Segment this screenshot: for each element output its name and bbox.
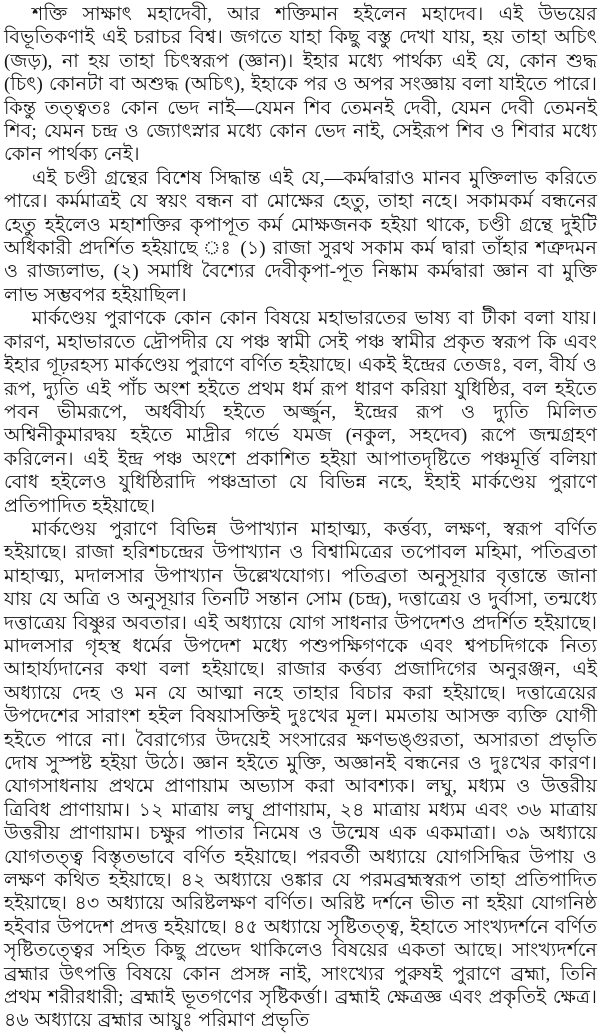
- paragraph-shakti-mahadevi: শক্তি সাক্ষাৎ মহাদেবী, আর শক্তিমান হইলেন মহাদেব। এই উভয়ের বিভূতিকণাই এই চরাচর বিশ্ব। জগতে যাহা কিছু বস্তু দেখা যায়, হয় তাহা অচিৎ (জড়), না হয় তাহা চিৎস্বরূপ (জ্ঞান)। ইহার মধ্যে পার্থক্য এই যে, কোন শুদ্ধ (চিৎ) কোনটা বা অশুদ্ধ (অচিৎ), ইহাকে পর ও অপর সংজ্ঞায় বলা যাইতে পারে। কিন্তু তত্ত্বতঃ কোন ভেদ নাই—যেমন শিব তেমনই দেবী, যেমন দেবী তেমনই শিব; যেমন চন্দ্র ও জ্যোৎস্নার মধ্যে কোন ভেদ নাই, সেইরূপ শিব ও শিবার মধ্যে কোন পার্থক্য নেই।: [4, 4, 597, 166]
- paragraph-chandi-siddhanta: এই চণ্ডী গ্রন্থের বিশেষ সিদ্ধান্ত এই যে,—কর্মদ্বারাও মানব মুক্তিলাভ করিতে পারে। কর্মমাত্রই যে স্বয়ং বন্ধন বা মোক্ষের হেতু, তাহা নহে। সকামকর্ম বন্ধনের হেতু হইলেও মহাশক্তির কৃপাপূত কর্ম মোক্ষজনক হইয়া থাকে, চণ্ডী গ্রন্থে দুইটি অধিকারী প্রদর্শিত হইয়াছে ঃ (১) রাজা সুরথ সকাম কর্ম দ্বারা তাঁহার শত্রুদমন ও রাজ্যলাভ, (২) সমাধি বৈশ্যের দেবীকৃপা-পূত নিষ্কাম কর্মদ্বারা জ্ঞান বা মুক্তি লাভ সম্ভবপর হইয়াছিল।: [4, 167, 597, 306]
- paragraph-markandeya-mahabharata: মার্কণ্ডেয় পুরাণকে কোন কোন বিষয়ে মহাভারতের ভাষ্য বা টীকা বলা যায়। কারণ, মহাভারতে দ্রৌপদীর যে পঞ্চ স্বামী সেই পঞ্চ স্বামীর প্রকৃত স্বরূপ কি এবং ইহার গূঢ়রহস্য মার্কণ্ডেয় পুরাণে বর্ণিত হইয়াছে। একই ইন্দ্রের তেজঃ, বল, বীর্য ও রূপ, দ্যুতি এই পাঁচ অংশ হইতে প্রথম ধর্ম রূপ ধারণ করিয়া যুধিষ্ঠির, বল হইতে পবন ভীমরূপে, অর্ধবীর্য্য হইতে অর্জ্জুন, ইন্দ্রের রূপ ও দ্যুতি মিলিত অশ্বিনীকুমারদ্বয় হইতে মাদ্রীর গর্ভে যমজ (নকুল, সহদেব) রূপে জন্মগ্রহণ করিলেন। এই ইন্দ্র পঞ্চ অংশে প্রকাশিত হইয়া আপাতদৃষ্টিতে পঞ্চমূর্ত্তি বলিয়া বোধ হইলেও যুধিষ্ঠিরাদি পঞ্চভ্রাতা যে বিভিন্ন নহে, ইহাই মার্কণ্ডেয় পুরাণে প্রতিপাদিত হইয়াছে।: [4, 308, 597, 517]
- paragraph-markandeya-upakhyan: মার্কণ্ডেয় পুরাণে বিভিন্ন উপাখ্যান মাহাত্ম্য, কর্ত্তব্য, লক্ষণ, স্বরূপ বর্ণিত হইয়াছে। রাজা হরিশচন্দ্রের উপাখ্যান ও বিশ্বামিত্রের তপোবল মহিমা, পতিব্রতা মাহাত্ম্য, মদালসার উপাখ্যান উল্লেখযোগ্য। পতিব্রতা অনুসূয়ার বৃত্তান্তে জানা যায় যে অত্রি ও অনুসূয়ার তিনটি সন্তান সোম (চন্দ্র), দত্তাত্রেয় ও দুর্বাসা, তন্মধ্যে দত্তাত্রেয় বিষ্ণুর অবতার। এই অধ্যায়ে যোগ সাধনার উপদেশও প্রদর্শিত হইয়াছে। মাদলসার গৃহস্থ ধর্মের উপদেশ মধ্যে পশুপক্ষিগণকে এবং শ্বপচদিগকে নিত্য আহার্য্যদানের কথা বলা হইয়াছে। রাজার কর্ত্তব্য প্রজাদিগের অনুরঞ্জন, এই অধ্যায়ে দেহ ও মন যে আত্মা নহে তাহার বিচার করা হইয়াছে। দত্তাত্রেয়ের উপদেশের সারাংশ হইল বিষয়াসক্তিই দুঃখের মূল। মমতায় আসক্ত ব্যক্তি যোগী হইতে পারে না। বৈরাগ্যের উদয়েই সংসারের ক্ষণভঙ্গুরতা, অসারতা প্রভৃতি দোষ সুস্পষ্ট হইয়া উঠে। জ্ঞান হইতে মুক্তি, অজ্ঞানই বন্ধনের ও দুঃখের কারণ। যোগসাধনায় প্রথমে প্রাণায়াম অভ্যাস করা আবশ্যক। লঘু, মধ্যম ও উত্তরীয় ত্রিবিধ প্রাণায়াম। ১২ মাত্রায় লঘু প্রাণায়াম, ২৪ মাত্রায় মধ্যম এবং ৩৬ মাত্রায় উত্তরীয় প্রাণায়াম। চক্ষুর পাতার নিমেষ ও উন্মেষ এক একমাত্রা। ৩৯ অধ্যায়ে যোগতত্ত্ব বিস্তৃতভাবে বর্ণিত হইয়াছে। পরবর্তী অধ্যায়ে যোগসিদ্ধির উপায় ও লক্ষণ কথিত হইয়াছে। ৪২ অধ্যায়ে ওঙ্কার যে পরমব্রহ্মস্বরূপ তাহা প্রতিপাদিত হইয়াছে। ৪৩ অধ্যায়ে অরিষ্টলক্ষণ বর্ণিত। অরিষ্ট দর্শনে ভীত না হইয়া যোগনিষ্ঠ হইবার উপদেশ প্রদত্ত হইয়াছে। ৪৫ অধ্যায়ে সৃষ্টিতত্ত্ব, ইহাতে সাংখ্যদর্শনে বর্ণিত সৃষ্টিতত্ত্বের সহিত কিছু প্রভেদ থাকিলেও বিষয়ের একতা আছে। সাংখ্যদর্শনে ব্রহ্মার উৎপত্তি বিষয়ে কোন প্রসঙ্গ নাই, সাংখ্যের পুরুষই পুরাণে ব্রহ্মা, তিনি প্রথম শরীরধারী; ব্রহ্মাই ভূতগণের সৃষ্টিকর্ত্তা। ব্রহ্মাই ক্ষেত্রজ্ঞ এবং প্রকৃতিই ক্ষেত্র। ৪৬ অধ্যায়ে ব্রহ্মার আয়ুঃ পরিমাণ প্রভৃতি: [4, 518, 597, 1032]
